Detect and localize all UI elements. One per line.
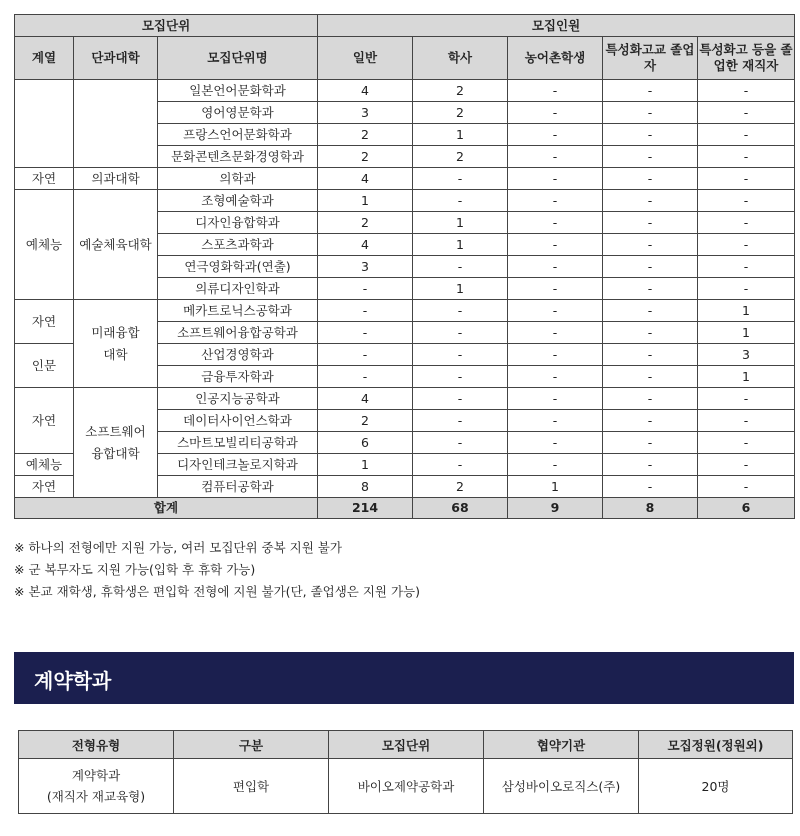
- rural-cell: -: [508, 432, 603, 454]
- special2-cell: 1: [698, 322, 795, 344]
- special1-cell: -: [603, 476, 698, 498]
- dept-cell: 디자인융합학과: [158, 212, 318, 234]
- college-cell: 예술체육대학: [74, 190, 158, 300]
- note-item: ※ 본교 재학생, 휴학생은 편입학 전형에 지원 불가(단, 졸업생은 지원 가능): [14, 584, 421, 599]
- special1-cell: -: [603, 80, 698, 102]
- general-cell: 4: [318, 80, 413, 102]
- dept-cell: 영어영문학과: [158, 102, 318, 124]
- special2-cell: 3: [698, 344, 795, 366]
- special2-cell: -: [698, 168, 795, 190]
- rural-cell: -: [508, 102, 603, 124]
- section-title: 계약학과: [34, 669, 112, 693]
- bachelor-header: 학사: [413, 37, 508, 80]
- general-cell: -: [318, 300, 413, 322]
- special1-cell: -: [603, 344, 698, 366]
- special1-cell: -: [603, 432, 698, 454]
- contract-type-line2: (재직자 재교육형): [46, 789, 146, 804]
- special2-cell: -: [698, 278, 795, 300]
- special1-cell: -: [603, 388, 698, 410]
- table-row: [19, 759, 793, 814]
- college-cell: [74, 388, 158, 498]
- total-special2: 6: [698, 498, 795, 519]
- field-cell: 인문: [15, 344, 74, 388]
- general-cell: 3: [318, 256, 413, 278]
- notes: [14, 537, 420, 603]
- contract-header: 모집단위: [329, 731, 484, 759]
- dept-cell: 산업경영학과: [158, 344, 318, 366]
- contract-quota-cell: 20명: [639, 759, 793, 814]
- special1-cell: -: [603, 168, 698, 190]
- special2-cell: -: [698, 256, 795, 278]
- general-cell: 6: [318, 432, 413, 454]
- bachelor-cell: 1: [413, 234, 508, 256]
- special2-cell: -: [698, 124, 795, 146]
- table-row: [15, 168, 795, 190]
- rural-cell: 1: [508, 476, 603, 498]
- dept-cell: 일본언어문화학과: [158, 80, 318, 102]
- special1-cell: -: [603, 102, 698, 124]
- special1-cell: -: [603, 322, 698, 344]
- dept-cell: 스마트모빌리티공학과: [158, 432, 318, 454]
- bachelor-cell: -: [413, 300, 508, 322]
- field-cell: 자연: [15, 300, 74, 344]
- rural-cell: -: [508, 124, 603, 146]
- general-cell: 3: [318, 102, 413, 124]
- contract-header: 전형유형: [19, 731, 174, 759]
- bachelor-cell: -: [413, 454, 508, 476]
- contract-header: 모집정원(정원외): [639, 731, 793, 759]
- bachelor-cell: 1: [413, 212, 508, 234]
- dept-cell: 소프트웨어융합공학과: [158, 322, 318, 344]
- bachelor-cell: -: [413, 432, 508, 454]
- field-cell: 자연: [15, 168, 74, 190]
- bachelor-cell: -: [413, 322, 508, 344]
- table-row: [15, 80, 795, 102]
- contract-type-line1: 계약학과: [71, 768, 121, 783]
- admission-quota-table: [14, 14, 795, 519]
- rural-cell: -: [508, 366, 603, 388]
- dept-cell: 의류디자인학과: [158, 278, 318, 300]
- field-cell: 자연: [15, 388, 74, 454]
- special1-cell: -: [603, 454, 698, 476]
- rural-cell: -: [508, 146, 603, 168]
- general-cell: 2: [318, 124, 413, 146]
- rural-cell: -: [508, 190, 603, 212]
- general-cell: 4: [318, 168, 413, 190]
- contract-partner-cell: 삼성바이오로직스(주): [484, 759, 639, 814]
- college-cell: [74, 300, 158, 388]
- dept-cell: 디자인테크놀로지학과: [158, 454, 318, 476]
- general-cell: 8: [318, 476, 413, 498]
- general-cell: -: [318, 322, 413, 344]
- special1-cell: -: [603, 190, 698, 212]
- dept-cell: 프랑스언어문화학과: [158, 124, 318, 146]
- dept-cell: 문화콘텐츠문화경영학과: [158, 146, 318, 168]
- rural-cell: -: [508, 410, 603, 432]
- field-cell: 예체능: [15, 454, 74, 476]
- dept-cell: 의학과: [158, 168, 318, 190]
- rural-cell: -: [508, 454, 603, 476]
- dept-cell: 인공지능공학과: [158, 388, 318, 410]
- table-row: [15, 300, 795, 322]
- rural-cell: -: [508, 322, 603, 344]
- special2-header: 특성화고 등을 졸업한 재직자: [698, 37, 795, 80]
- general-cell: 2: [318, 410, 413, 432]
- general-cell: 2: [318, 212, 413, 234]
- unit-group-header: 모집단위: [15, 15, 318, 37]
- special2-cell: -: [698, 476, 795, 498]
- special1-cell: -: [603, 212, 698, 234]
- rural-cell: -: [508, 344, 603, 366]
- contract-header: 구분: [174, 731, 329, 759]
- bachelor-cell: 2: [413, 476, 508, 498]
- rural-cell: -: [508, 278, 603, 300]
- bachelor-cell: -: [413, 388, 508, 410]
- special1-cell: -: [603, 256, 698, 278]
- special2-cell: -: [698, 80, 795, 102]
- note-item: ※ 하나의 전형에만 지원 가능, 여러 모집단위 중복 지원 불가: [14, 540, 342, 555]
- special1-cell: -: [603, 366, 698, 388]
- total-rural: 9: [508, 498, 603, 519]
- field-cell: [15, 80, 74, 168]
- special2-cell: -: [698, 146, 795, 168]
- total-label: 합계: [15, 498, 318, 519]
- total-general: 214: [318, 498, 413, 519]
- special2-cell: 1: [698, 366, 795, 388]
- special2-cell: -: [698, 212, 795, 234]
- special1-cell: -: [603, 146, 698, 168]
- college-name: 미래융합 대학: [91, 324, 140, 362]
- dept-cell: 금융투자학과: [158, 366, 318, 388]
- general-cell: -: [318, 278, 413, 300]
- dept-cell: 연극영화학과(연출): [158, 256, 318, 278]
- general-header: 일반: [318, 37, 413, 80]
- special2-cell: -: [698, 454, 795, 476]
- special1-cell: -: [603, 300, 698, 322]
- contract-unit-cell: 바이오제약공학과: [329, 759, 484, 814]
- bachelor-cell: -: [413, 344, 508, 366]
- rural-header: 농어촌학생: [508, 37, 603, 80]
- special1-cell: -: [603, 234, 698, 256]
- special2-cell: -: [698, 388, 795, 410]
- total-row: [15, 498, 795, 519]
- general-cell: -: [318, 344, 413, 366]
- bachelor-cell: -: [413, 190, 508, 212]
- total-special1: 8: [603, 498, 698, 519]
- dept-cell: 스포츠과학과: [158, 234, 318, 256]
- rural-cell: -: [508, 256, 603, 278]
- special1-cell: -: [603, 278, 698, 300]
- dept-cell: 조형예술학과: [158, 190, 318, 212]
- bachelor-cell: -: [413, 366, 508, 388]
- general-cell: 1: [318, 190, 413, 212]
- total-bachelor: 68: [413, 498, 508, 519]
- contract-category-cell: 편입학: [174, 759, 329, 814]
- rural-cell: -: [508, 80, 603, 102]
- section-banner: [14, 652, 794, 704]
- college-cell: 의과대학: [74, 168, 158, 190]
- rural-cell: -: [508, 234, 603, 256]
- special1-header: 특성화고교 졸업자: [603, 37, 698, 80]
- bachelor-cell: 1: [413, 124, 508, 146]
- rural-cell: -: [508, 212, 603, 234]
- bachelor-cell: -: [413, 410, 508, 432]
- special2-cell: 1: [698, 300, 795, 322]
- bachelor-cell: 2: [413, 102, 508, 124]
- special1-cell: -: [603, 124, 698, 146]
- bachelor-cell: 2: [413, 146, 508, 168]
- general-cell: -: [318, 366, 413, 388]
- dept-header: 모집단위명: [158, 37, 318, 80]
- rural-cell: -: [508, 300, 603, 322]
- table-row: [15, 190, 795, 212]
- college-name: 소프트웨어 융합대학: [85, 423, 146, 461]
- contract-table: [18, 730, 793, 814]
- special1-cell: -: [603, 410, 698, 432]
- general-cell: 1: [318, 454, 413, 476]
- dept-cell: 컴퓨터공학과: [158, 476, 318, 498]
- bachelor-cell: 2: [413, 80, 508, 102]
- special2-cell: -: [698, 432, 795, 454]
- count-group-header: 모집인원: [318, 15, 795, 37]
- college-header: 단과대학: [74, 37, 158, 80]
- field-cell: 예체능: [15, 190, 74, 300]
- bachelor-cell: 1: [413, 278, 508, 300]
- special2-cell: -: [698, 190, 795, 212]
- college-cell: [74, 80, 158, 168]
- rural-cell: -: [508, 168, 603, 190]
- bachelor-cell: -: [413, 256, 508, 278]
- special2-cell: -: [698, 102, 795, 124]
- bachelor-cell: -: [413, 168, 508, 190]
- contract-header: 협약기관: [484, 731, 639, 759]
- general-cell: 2: [318, 146, 413, 168]
- rural-cell: -: [508, 388, 603, 410]
- table-row: [15, 388, 795, 410]
- field-cell: 자연: [15, 476, 74, 498]
- field-header: 계열: [15, 37, 74, 80]
- dept-cell: 데이터사이언스학과: [158, 410, 318, 432]
- note-item: ※ 군 복무자도 지원 가능(입학 후 휴학 가능): [14, 562, 256, 577]
- contract-type-cell: [19, 759, 174, 814]
- dept-cell: 메카트로닉스공학과: [158, 300, 318, 322]
- special2-cell: -: [698, 410, 795, 432]
- special2-cell: -: [698, 234, 795, 256]
- general-cell: 4: [318, 234, 413, 256]
- general-cell: 4: [318, 388, 413, 410]
